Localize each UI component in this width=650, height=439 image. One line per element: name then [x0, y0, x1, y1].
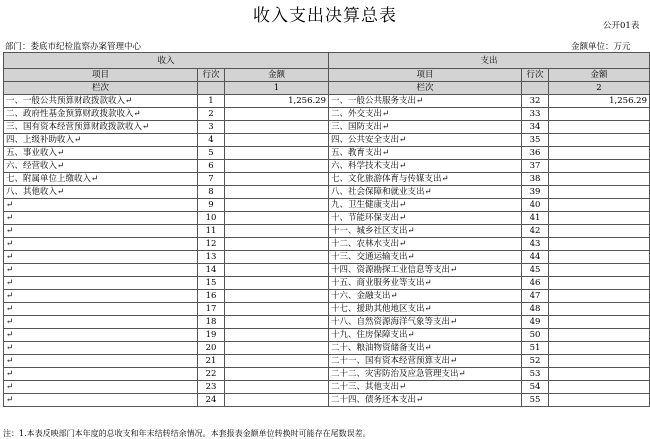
income-rowno-cell: 8 [198, 186, 225, 199]
income-amount-cell [225, 212, 329, 225]
expense-amount-cell [549, 251, 650, 264]
expense-rowno-cell: 52 [522, 355, 549, 368]
table-row [4, 394, 650, 407]
income-amount-cell [225, 277, 329, 290]
income-amount-cell [225, 290, 329, 303]
expense-rowno-cell: 42 [522, 225, 549, 238]
expense-lanci-blank [522, 82, 549, 95]
expense-rowno-cell: 40 [522, 199, 549, 212]
income-amount-cell [225, 173, 329, 186]
expense-rowno-cell: 33 [522, 108, 549, 121]
income-item-cell: ↵ [4, 199, 198, 212]
expense-item-cell: 十二、农林水支出↵ [329, 238, 522, 251]
expense-rowno-cell: 41 [522, 212, 549, 225]
table-row [4, 264, 650, 277]
table-row [4, 238, 650, 251]
income-item-cell: ↵ [4, 394, 198, 407]
income-section-header: 收入 [4, 53, 329, 69]
expense-item-header: 项目 [329, 69, 522, 82]
expense-item-cell: 十七、援助其他地区支出↵ [329, 303, 522, 316]
income-lanci-label: 栏次 [4, 82, 198, 95]
income-rowno-header: 行次 [198, 69, 225, 82]
table-row [4, 303, 650, 316]
expense-rowno-cell: 47 [522, 290, 549, 303]
income-item-header: 项目 [4, 69, 198, 82]
expense-item-cell: 一、一般公共服务支出↵ [329, 95, 522, 108]
table-row [4, 329, 650, 342]
income-item-cell: 一、一般公共预算财政拨款收入↵ [4, 95, 198, 108]
expense-amount-cell [549, 212, 650, 225]
income-item-cell: ↵ [4, 264, 198, 277]
expense-amount-cell [549, 342, 650, 355]
income-item-cell: 三、国有资本经营预算财政拨款收入↵ [4, 121, 198, 134]
table-row [4, 316, 650, 329]
income-amount-cell [225, 342, 329, 355]
table-row [4, 160, 650, 173]
income-amount-cell [225, 108, 329, 121]
income-rowno-cell: 2 [198, 108, 225, 121]
expense-item-cell: 二十三、其他支出↵ [329, 381, 522, 394]
income-rowno-cell: 7 [198, 173, 225, 186]
income-item-cell: ↵ [4, 277, 198, 290]
income-amount-cell [225, 147, 329, 160]
income-rowno-cell: 12 [198, 238, 225, 251]
expense-amount-cell [549, 121, 650, 134]
expense-rowno-cell: 39 [522, 186, 549, 199]
expense-item-cell: 十五、商业服务业等支出↵ [329, 277, 522, 290]
expense-item-cell: 四、公共安全支出↵ [329, 134, 522, 147]
department-label: 部门：娄底市纪检监察办案管理中心 [5, 42, 142, 52]
income-amount-cell [225, 134, 329, 147]
income-amount-cell: 1,256.29 [225, 95, 329, 108]
expense-item-cell: 十一、城乡社区支出↵ [329, 225, 522, 238]
income-amount-cell [225, 316, 329, 329]
expense-rowno-cell: 54 [522, 381, 549, 394]
income-rowno-cell: 18 [198, 316, 225, 329]
income-item-cell: ↵ [4, 225, 198, 238]
income-item-cell: 八、其他收入↵ [4, 186, 198, 199]
expense-item-cell: 二、外交支出↵ [329, 108, 522, 121]
income-rowno-cell: 21 [198, 355, 225, 368]
income-amount-cell [225, 186, 329, 199]
expense-amount-cell [549, 394, 650, 407]
income-item-cell: ↵ [4, 251, 198, 264]
income-amount-cell [225, 121, 329, 134]
expense-amount-cell [549, 290, 650, 303]
income-lanci-blank [198, 82, 225, 95]
income-item-cell: ↵ [4, 342, 198, 355]
expense-item-cell: 二十、粮油物资储备支出↵ [329, 342, 522, 355]
expense-amount-header: 金额 [549, 69, 650, 82]
expense-item-cell: 十九、住房保障支出↵ [329, 329, 522, 342]
expense-rowno-cell: 37 [522, 160, 549, 173]
income-amount-cell [225, 264, 329, 277]
income-item-cell: 六、经营收入↵ [4, 160, 198, 173]
expense-item-cell: 二十四、债务还本支出↵ [329, 394, 522, 407]
expense-lanci-label: 栏次 [329, 82, 522, 95]
expense-amount-cell [549, 160, 650, 173]
expense-item-cell: 十八、自然资源海洋气象等支出↵ [329, 316, 522, 329]
income-item-cell: 二、政府性基金预算财政拨款收入↵ [4, 108, 198, 121]
expense-item-cell: 二十二、灾害防治及应急管理支出↵ [329, 368, 522, 381]
income-item-cell: ↵ [4, 329, 198, 342]
income-amount-cell [225, 160, 329, 173]
expense-item-cell: 二十一、国有资本经营预算支出↵ [329, 355, 522, 368]
expense-rowno-cell: 55 [522, 394, 549, 407]
income-rowno-cell: 23 [198, 381, 225, 394]
table-row [4, 277, 650, 290]
income-item-cell: ↵ [4, 303, 198, 316]
table-row [4, 186, 650, 199]
table-row [4, 251, 650, 264]
income-item-cell: ↵ [4, 355, 198, 368]
income-item-cell: ↵ [4, 238, 198, 251]
income-col-number: 1 [225, 82, 329, 95]
income-amount-cell [225, 381, 329, 394]
expense-item-cell: 八、社会保障和就业支出↵ [329, 186, 522, 199]
expense-amount-cell [549, 173, 650, 186]
income-rowno-cell: 14 [198, 264, 225, 277]
expense-section-header: 支出 [329, 53, 650, 69]
expense-rowno-cell: 49 [522, 316, 549, 329]
income-amount-cell [225, 225, 329, 238]
expense-rowno-cell: 48 [522, 303, 549, 316]
form-code: 公开01表 [603, 21, 640, 31]
expense-item-cell: 十四、资源勘探工业信息等支出↵ [329, 264, 522, 277]
expense-rowno-cell: 38 [522, 173, 549, 186]
income-amount-cell [225, 303, 329, 316]
expense-rowno-cell: 32 [522, 95, 549, 108]
table-row [4, 108, 650, 121]
table-row [4, 355, 650, 368]
income-amount-cell [225, 251, 329, 264]
income-item-cell: 四、上级补助收入↵ [4, 134, 198, 147]
income-rowno-cell: 24 [198, 394, 225, 407]
expense-rowno-cell: 50 [522, 329, 549, 342]
expense-item-cell: 十三、交通运输支出↵ [329, 251, 522, 264]
table-row [4, 368, 650, 381]
income-rowno-cell: 5 [198, 147, 225, 160]
expense-amount-cell [549, 381, 650, 394]
expense-rowno-cell: 53 [522, 368, 549, 381]
income-rowno-cell: 3 [198, 121, 225, 134]
income-item-cell: 五、事业收入↵ [4, 147, 198, 160]
expense-item-cell: 九、卫生健康支出↵ [329, 199, 522, 212]
income-amount-cell [225, 199, 329, 212]
table-row [4, 173, 650, 186]
table-row [4, 342, 650, 355]
expense-col-number: 2 [549, 82, 650, 95]
expense-rowno-cell: 36 [522, 147, 549, 160]
footnote: 注：1.本表反映部门本年度的总收支和年末结转结余情况。本套报表金额单位转换时可能存在尾数误差。 [3, 429, 371, 438]
expense-amount-cell [549, 303, 650, 316]
expense-rowno-cell: 43 [522, 238, 549, 251]
expense-amount-cell [549, 147, 650, 160]
income-amount-cell [225, 394, 329, 407]
income-rowno-cell: 13 [198, 251, 225, 264]
expense-rowno-header: 行次 [522, 69, 549, 82]
expense-item-cell: 十六、金融支出↵ [329, 290, 522, 303]
income-rowno-cell: 4 [198, 134, 225, 147]
income-amount-cell [225, 355, 329, 368]
income-rowno-cell: 10 [198, 212, 225, 225]
report-title: 收入支出决算总表 [253, 6, 397, 26]
table-row [4, 212, 650, 225]
expense-rowno-cell: 44 [522, 251, 549, 264]
expense-amount-cell: 1,256.29 [549, 95, 650, 108]
expense-amount-cell [549, 264, 650, 277]
expense-amount-cell [549, 355, 650, 368]
expense-item-cell: 五、教育支出↵ [329, 147, 522, 160]
expense-rowno-cell: 34 [522, 121, 549, 134]
expense-rowno-cell: 51 [522, 342, 549, 355]
income-rowno-cell: 1 [198, 95, 225, 108]
income-rowno-cell: 19 [198, 329, 225, 342]
expense-amount-cell [549, 134, 650, 147]
income-item-cell: ↵ [4, 368, 198, 381]
table-row [4, 225, 650, 238]
income-item-cell: ↵ [4, 290, 198, 303]
income-rowno-cell: 9 [198, 199, 225, 212]
table-row [4, 121, 650, 134]
income-amount-cell [225, 238, 329, 251]
table-row [4, 134, 650, 147]
income-amount-cell [225, 368, 329, 381]
income-rowno-cell: 15 [198, 277, 225, 290]
income-item-cell: ↵ [4, 316, 198, 329]
expense-rowno-cell: 45 [522, 264, 549, 277]
expense-amount-cell [549, 186, 650, 199]
income-item-cell: 七、附属单位上缴收入↵ [4, 173, 198, 186]
expense-amount-cell [549, 368, 650, 381]
expense-item-cell: 十、节能环保支出↵ [329, 212, 522, 225]
expense-amount-cell [549, 199, 650, 212]
table-row [4, 290, 650, 303]
table-row [4, 147, 650, 160]
income-rowno-cell: 6 [198, 160, 225, 173]
income-amount-header: 金额 [225, 69, 329, 82]
table-row [4, 199, 650, 212]
expense-amount-cell [549, 238, 650, 251]
expense-rowno-cell: 35 [522, 134, 549, 147]
expense-amount-cell [549, 316, 650, 329]
income-expense-table [3, 52, 650, 407]
expense-amount-cell [549, 225, 650, 238]
income-rowno-cell: 20 [198, 342, 225, 355]
income-rowno-cell: 16 [198, 290, 225, 303]
expense-amount-cell [549, 329, 650, 342]
income-item-cell: ↵ [4, 381, 198, 394]
expense-item-cell: 三、国防支出↵ [329, 121, 522, 134]
expense-item-cell: 六、科学技术支出↵ [329, 160, 522, 173]
income-rowno-cell: 17 [198, 303, 225, 316]
table-row [4, 95, 650, 108]
expense-amount-cell [549, 277, 650, 290]
unit-label: 金额单位：万元 [571, 42, 631, 52]
income-item-cell: ↵ [4, 212, 198, 225]
expense-rowno-cell: 46 [522, 277, 549, 290]
table-row [4, 381, 650, 394]
income-rowno-cell: 11 [198, 225, 225, 238]
income-amount-cell [225, 329, 329, 342]
expense-item-cell: 七、文化旅游体育与传媒支出↵ [329, 173, 522, 186]
income-rowno-cell: 22 [198, 368, 225, 381]
expense-amount-cell [549, 108, 650, 121]
